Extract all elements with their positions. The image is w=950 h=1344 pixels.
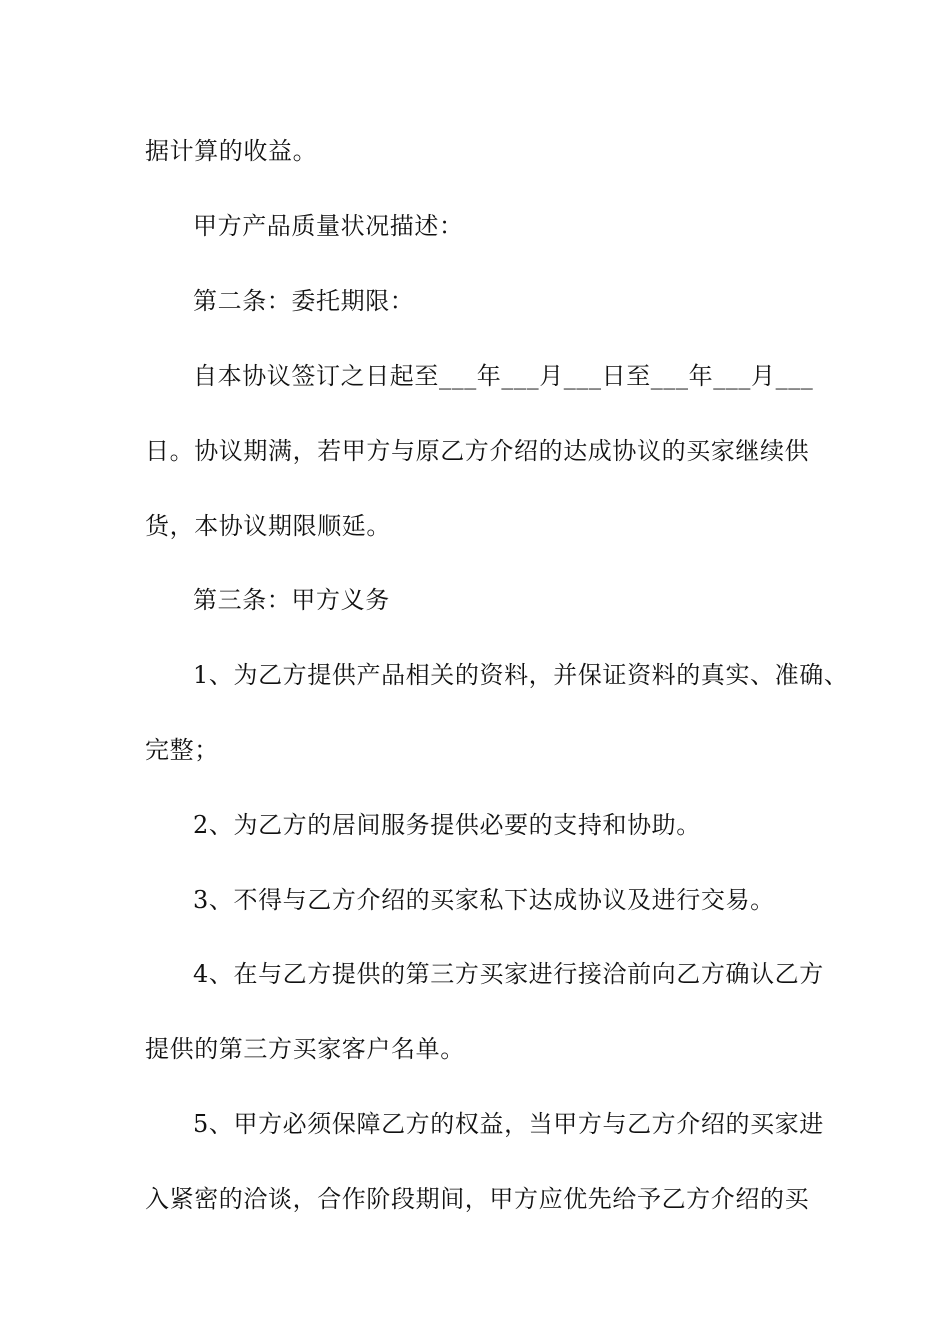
list-item: 4、在与乙方提供的第三方买家进行接洽前向乙方确认乙方 [193,960,824,988]
list-item: 1、为乙方提供产品相关的资料，并保证资料的真实、准确、 [193,661,849,689]
list-item: 2、为乙方的居间服务提供必要的支持和协助。 [193,811,701,839]
text-line: 日。协议期满，若甲方与原乙方介绍的达成协议的买家继续供 [145,437,810,465]
text-line: 据计算的收益。 [145,137,318,165]
list-item: 3、不得与乙方介绍的买家私下达成协议及进行交易。 [193,886,775,914]
text-line: 货，本协议期限顺延。 [145,512,391,540]
text-line: 自本协议签订之日起至___年___月___日至___年___月___ [193,362,814,390]
section-heading: 第三条：甲方义务 [193,586,390,614]
list-item-continuation: 入紧密的洽谈，合作阶段期间，甲方应优先给予乙方介绍的买 [145,1185,810,1213]
text-line: 甲方产品质量状况描述： [193,212,464,240]
section-heading: 第二条：委托期限： [193,287,415,315]
list-item-continuation: 提供的第三方买家客户名单。 [145,1035,465,1063]
list-item: 5、甲方必须保障乙方的权益，当甲方与乙方介绍的买家进 [193,1110,824,1138]
list-item-continuation: 完整； [145,736,219,764]
